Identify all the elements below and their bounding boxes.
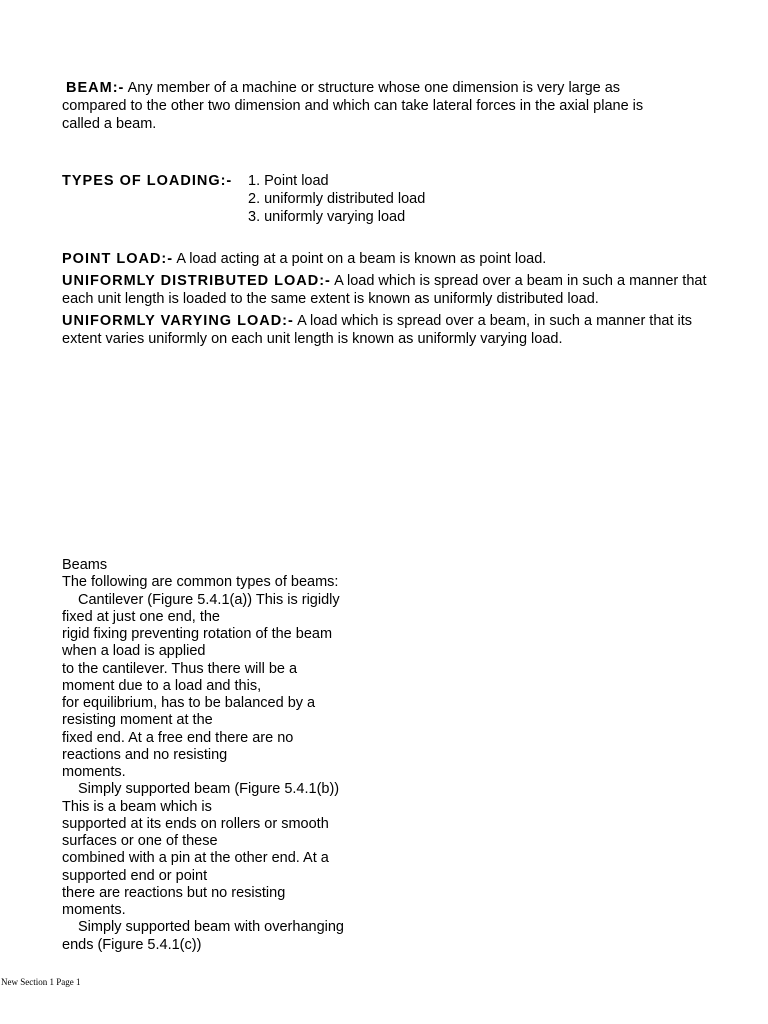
beam-definition-line-2: compared to the other two dimension and which can take lateral forces in the axial plane is (62, 98, 644, 114)
beams-line: for equilibrium, has to be balanced by a (62, 695, 316, 711)
types-of-loading (62, 172, 232, 190)
beams-line: surfaces or one of these (62, 833, 218, 849)
uvl-label: UNIFORMLY VARYING LOAD:- (62, 313, 294, 329)
udl-text-1: A load which is spread over a beam in such a manner that (334, 273, 707, 289)
beams-line: moment due to a load and this, (62, 677, 262, 694)
loading-types-list (248, 172, 425, 226)
udl-label: UNIFORMLY DISTRIBUTED LOAD:- (62, 273, 331, 289)
udl-definition (62, 272, 706, 308)
udl-line-1 (62, 272, 706, 290)
beams-line: supported at its ends on rollers or smooth (62, 815, 329, 832)
list-item-uvl: 3. uniformly varying load (248, 209, 406, 225)
beam-text-1: Any member of a machine or structure whose one dimension is very large as (127, 80, 621, 96)
beams-line: rigid fixing preventing rotation of the beam (62, 626, 333, 642)
beams-line: supported end or point (62, 867, 208, 884)
beams-line: Simply supported beam (Figure 5.4.1(b)) (78, 781, 340, 798)
uvl-text-1: A load which is spread over a beam, in such a manner that its (297, 313, 693, 329)
beams-line: This is a beam which is (62, 798, 212, 815)
beams-line: Cantilever (Figure 5.4.1(a)) This is rigidly (78, 591, 340, 608)
list-item-udl: 2. uniformly distributed load (248, 191, 426, 207)
uvl-definition (62, 312, 692, 348)
udl-line-2: each unit length is loaded to the same extent is known as uniformly distributed load. (62, 291, 599, 307)
beams-section (62, 557, 382, 953)
beam-definition-line-1 (62, 79, 643, 97)
beams-line: Beams (62, 557, 108, 573)
beams-line: there are reactions but no resisting (62, 884, 286, 901)
beam-label: BEAM:- (66, 80, 125, 96)
beams-line: resisting moment at the (62, 712, 213, 729)
beams-line: Simply supported beam with overhanging (78, 919, 344, 936)
point-load-text: A load acting at a point on a beam is known as point load. (176, 251, 547, 267)
beam-definition-line-3: called a beam. (62, 116, 157, 132)
uvl-line-1 (62, 312, 692, 330)
point-load-definition (62, 250, 546, 268)
types-of-loading-label: TYPES OF LOADING:- (62, 173, 233, 189)
beams-line: combined with a pin at the other end. At a (62, 850, 329, 867)
beams-line: fixed end. At a free end there are no (62, 729, 294, 746)
uvl-line-2: extent varies uniformly on each unit length is known as uniformly varying load. (62, 331, 563, 347)
beams-line: moments. (62, 764, 126, 780)
point-load-label: POINT LOAD:- (62, 251, 174, 267)
beams-line: The following are common types of beams: (62, 574, 339, 591)
beams-line: to the cantilever. Thus there will be a (62, 660, 298, 677)
beams-line: fixed at just one end, the (62, 608, 220, 625)
beams-line: ends (Figure 5.4.1(c)) (62, 936, 202, 953)
beam-definition (62, 79, 643, 133)
beams-line: when a load is applied (62, 643, 206, 660)
page-footer: New Section 1 Page 1 (1, 977, 81, 987)
beams-line: moments. (62, 902, 126, 918)
beams-line: reactions and no resisting (62, 746, 228, 763)
list-item-point-load: 1. Point load (248, 173, 329, 189)
